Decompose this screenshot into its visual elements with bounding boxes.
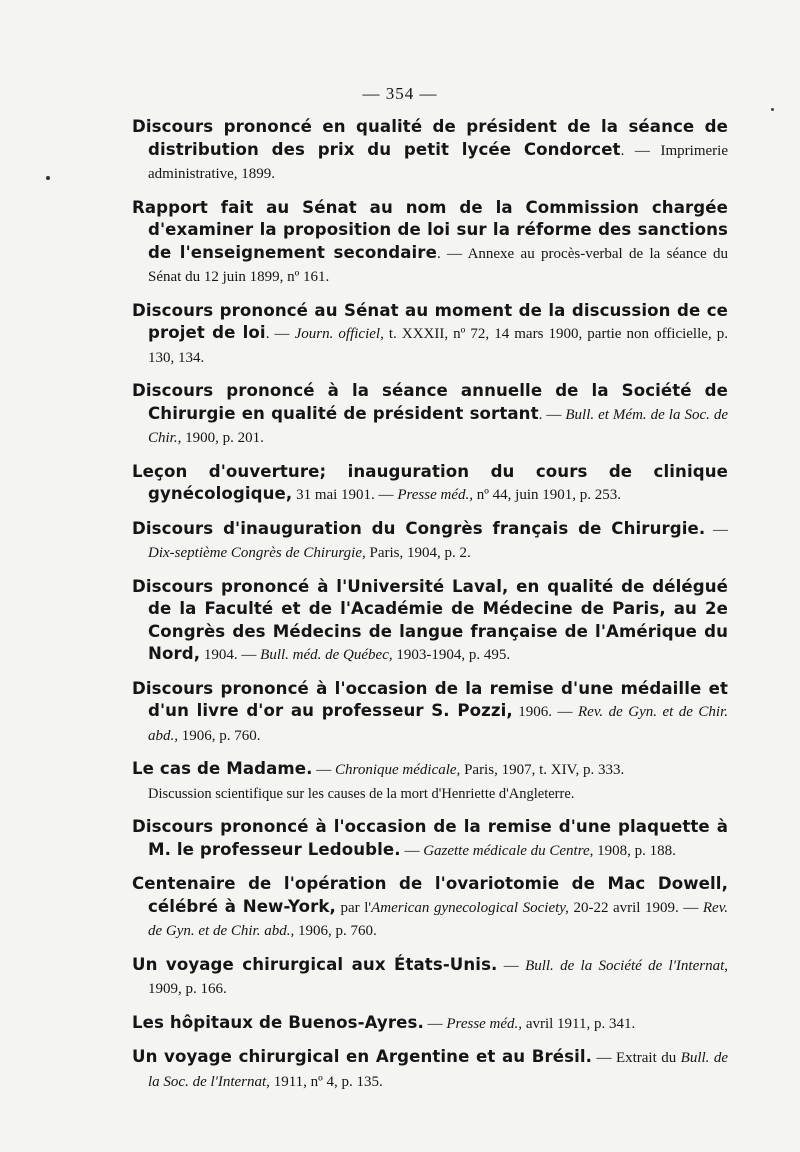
entry-details: 1903-1904, p. 495. <box>392 647 511 663</box>
entry-details: avril 1911, p. 341. <box>522 1015 636 1032</box>
entry-details: Paris, 1904, p. 2. <box>365 545 471 561</box>
entry-journal-2: Rev. de Gyn. et de Chir. abd., <box>148 899 729 939</box>
entry-title: Les hôpitaux de Buenos-Ayres. <box>132 1012 424 1032</box>
entry-details: 1906, p. 760. <box>178 727 261 744</box>
page-number: — 354 — <box>362 84 438 103</box>
entry-title: Leçon d'ouverture; inauguration du cours de clinique gynécologique, <box>132 461 728 503</box>
entry-separator: — <box>592 1050 616 1066</box>
entry-journal: Presse méd., <box>446 1015 523 1032</box>
bibliography-list <box>132 116 728 1104</box>
entry-title: Un voyage chirurgical en Argentine et au Brésil. <box>132 1047 593 1066</box>
entry-separator: — <box>400 842 424 859</box>
entry-separator: . — <box>265 326 295 342</box>
bibliography-entry <box>132 758 728 805</box>
bibliography-entry <box>132 816 728 862</box>
entry-journal: Journ. officiel, <box>294 326 384 342</box>
entry-source: par l' <box>340 899 372 916</box>
entry-details: Paris, 1907, t. XIV, p. 333. <box>460 762 625 778</box>
bibliography-entry <box>132 461 728 507</box>
entry-details: 1908, p. 188. <box>593 842 676 859</box>
entry-journal: Chronique médicale, <box>335 762 461 778</box>
entry-title: Discours prononcé en qualité de président de la séance de distribution des prix du petit lycée Condorcet <box>132 117 728 159</box>
entry-source: 1906. — <box>518 704 578 720</box>
entry-source: Annexe au procès-verbal de la séance du Sénat du 12 juin 1899, nº 161. <box>148 245 728 285</box>
bibliography-entry <box>132 116 728 186</box>
bibliography-entry <box>132 1046 728 1093</box>
entry-title: Rapport fait au Sénat au nom de la Commission chargée d'examiner la proposition de loi sur la réforme des sanctions de l'enseignement secondaire <box>132 197 728 262</box>
entry-separator: — <box>705 521 728 538</box>
entry-separator: — <box>423 1015 447 1032</box>
entry-title: Discours prononcé à l'Université Laval, en qualité de délégué de la Faculté et de l'Académie de Médecine de Paris, au 2e Congrès des Médecins de langue française de l'Amérique du Nord, <box>132 576 728 663</box>
speck-mark <box>46 176 50 180</box>
entry-details: 20-22 avril 1909. — <box>568 899 703 916</box>
bibliography-entry <box>132 197 728 289</box>
entry-details: t. XXXII, nº 72, 14 mars 1900, partie non officielle, p. 130, 134. <box>148 326 728 366</box>
bibliography-entry <box>132 873 728 943</box>
entry-title: Discours prononcé à la séance annuelle de la Société de Chirurgie en qualité de président sortant <box>132 381 728 423</box>
entry-source: 1904. — <box>203 647 261 663</box>
bibliography-entry <box>132 380 728 450</box>
entry-title: Centenaire de l'opération de l'ovariotomie de Mac Dowell, célébré à New-York, <box>132 874 728 916</box>
entry-journal: Gazette médicale du Centre, <box>423 842 594 859</box>
entry-title: Un voyage chirurgical aux États-Unis. <box>132 954 498 974</box>
entry-journal: Bull. méd. de Québec, <box>260 647 393 663</box>
entry-title: Discours prononcé au Sénat au moment de la discussion de ce projet de loi <box>132 300 728 342</box>
entry-details-2: 1906, p. 760. <box>294 923 377 939</box>
entry-title: Discours prononcé à l'occasion de la remise d'une médaille et d'un livre d'or au professeur S. Pozzi, <box>132 678 728 720</box>
entry-source: 31 mai 1901. — <box>296 487 398 503</box>
bibliography-entry <box>132 518 728 565</box>
entry-separator: . — <box>620 142 661 159</box>
bibliography-entry <box>132 678 728 748</box>
entry-journal: Bull. de la Société de l'Internat, <box>525 957 729 974</box>
entry-journal: Rev. de Gyn. et de Chir. abd., <box>148 704 729 744</box>
entry-separator: . — <box>436 245 468 262</box>
entry-title: Discours d'inauguration du Congrès français de Chirurgie. <box>132 518 706 538</box>
entry-journal: Bull. de la Soc. de l'Internat, <box>148 1050 728 1090</box>
bibliography-entry <box>132 300 728 370</box>
entry-details: 1900, p. 201. <box>181 430 264 446</box>
entry-journal: Bull. et Mém. de la Soc. de Chir., <box>148 406 729 446</box>
entry-title: Discours prononcé à l'occasion de la remise d'une plaquette à M. le professeur Ledouble. <box>132 817 728 859</box>
entry-source: Extrait du <box>615 1050 681 1066</box>
entry-journal: American gynecological Society, <box>371 899 569 916</box>
entry-title: Le cas de Madame. <box>132 759 313 778</box>
entry-details: 1911, nº 4, p. 135. <box>269 1073 383 1090</box>
entry-journal: Presse méd., <box>397 487 473 503</box>
speck-mark <box>771 108 774 111</box>
bibliography-entry <box>132 1012 728 1036</box>
entry-source: Imprimerie administrative, 1899. <box>148 142 728 182</box>
entry-details: 1909, p. 166. <box>148 981 227 997</box>
entry-separator: — <box>312 762 336 778</box>
entry-details: nº 44, juin 1901, p. 253. <box>473 487 621 503</box>
entry-separator: . — <box>538 406 566 423</box>
entry-journal: Dix-septième Congrès de Chirurgie, <box>148 545 366 561</box>
bibliography-entry <box>132 954 728 1001</box>
bibliography-entry <box>132 576 728 667</box>
entry-separator: — <box>497 957 526 974</box>
entry-note: Discussion scientifique sur les causes de la mort d'Henriette d'Angleterre. <box>148 785 575 802</box>
